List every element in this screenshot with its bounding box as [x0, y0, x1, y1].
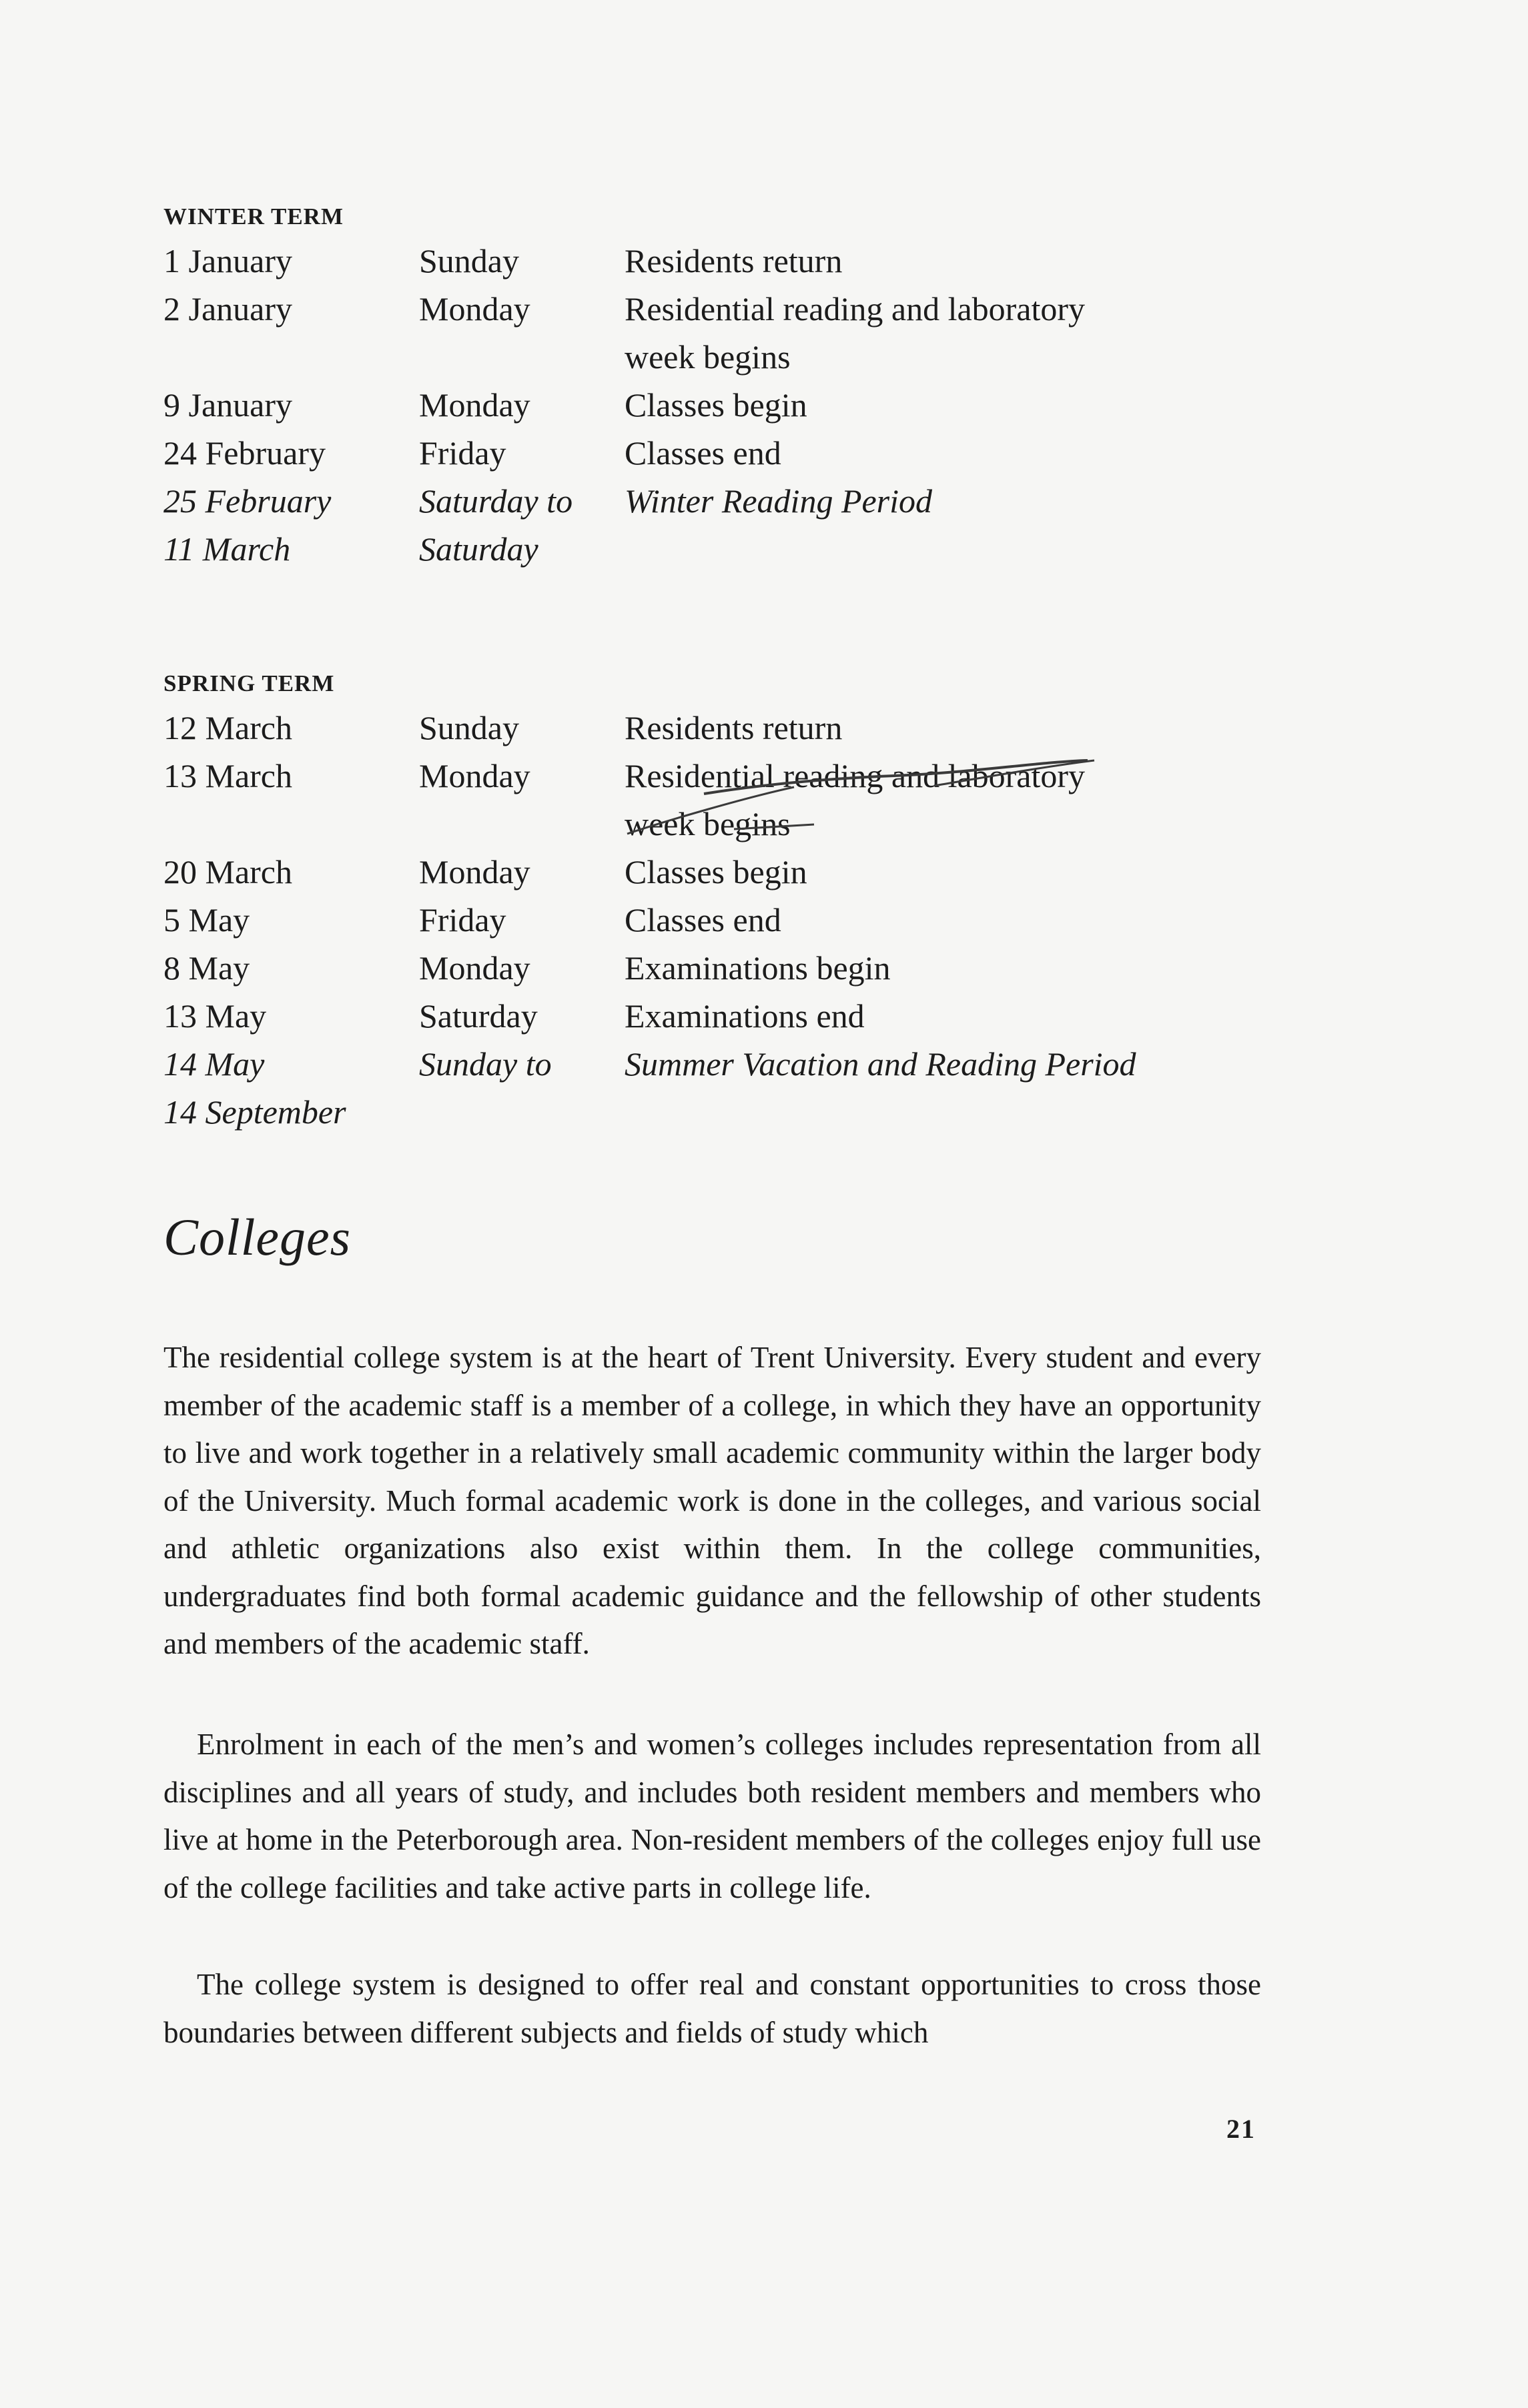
schedule-date: 12 March — [163, 709, 292, 746]
schedule-event: Examinations begin — [625, 949, 891, 987]
schedule-day: Monday — [419, 949, 530, 987]
schedule-date: 11 March — [163, 530, 291, 568]
schedule-event: Classes begin — [625, 853, 807, 890]
schedule-day: Friday — [419, 901, 506, 939]
schedule-event: week begins — [625, 338, 791, 376]
schedule-event: Classes begin — [625, 386, 807, 424]
schedule-day: Saturday to — [419, 482, 573, 520]
schedule-event: Examinations end — [625, 997, 865, 1035]
schedule-date: 5 May — [163, 901, 250, 939]
schedule-day: Monday — [419, 757, 530, 794]
schedule-day: Sunday — [419, 709, 519, 746]
schedule-event: Classes end — [625, 434, 781, 472]
schedule-day: Monday — [419, 386, 530, 424]
schedule-date: 13 March — [163, 757, 292, 794]
schedule-event: Residential reading and laboratory — [625, 757, 1086, 794]
spring-term-heading: SPRING TERM — [163, 670, 335, 696]
schedule-date: 14 September — [163, 1093, 346, 1131]
schedule-event: week begins — [625, 805, 791, 842]
schedule-event: Residents return — [625, 242, 843, 279]
schedule-event: Winter Reading Period — [625, 482, 933, 520]
schedule-day: Sunday — [419, 242, 519, 279]
schedule-date: 8 May — [163, 949, 250, 987]
winter-term-heading: WINTER TERM — [163, 203, 344, 229]
schedule-date: 20 March — [163, 853, 292, 890]
schedule-date: 2 January — [163, 290, 292, 328]
schedule-day: Sunday to — [419, 1045, 552, 1083]
schedule-event: Summer Vacation and Reading Period — [625, 1045, 1136, 1083]
schedule-day: Monday — [419, 853, 530, 890]
schedule-date: 13 May — [163, 997, 267, 1035]
schedule-date: 9 January — [163, 386, 292, 424]
schedule-date: 14 May — [163, 1045, 265, 1083]
schedule-day: Saturday — [419, 530, 538, 568]
schedule-day: Friday — [419, 434, 506, 472]
paragraph-3: The college system is designed to offer real and constant opportunities to cross those boundaries between different subjects and fields of study which — [163, 1968, 1261, 2049]
schedule-day: Monday — [419, 290, 530, 328]
schedule-date: 1 January — [163, 242, 292, 279]
paragraph-1: The residential college system is at the heart of Trent University. Every student and every member of the academic staff is a member of a college, in which they have an opportunity to live and work together in a relatively small academic community within the larger body of the University. Much formal academic work is done in the colleges, and various social and athletic organizations also exist within them. In the college communities, undergraduates find both formal academic guidance and the fellowship of other students and members of the academic staff. — [163, 1341, 1261, 1660]
paragraph-2: Enrolment in each of the men’s and women’s colleges includes representation from all disciplines and all years of study, and includes both resident members and members who live at home in the Peterborough area. Non-resident members of the colleges enjoy full use of the college facilities and take active parts in college life. — [163, 1728, 1261, 1904]
schedule-event: Residents return — [625, 709, 843, 746]
schedule-event: Residential reading and laboratory — [625, 290, 1086, 328]
section-title: Colleges — [163, 1208, 351, 1266]
schedule-date: 25 February — [163, 482, 332, 520]
schedule-day: Saturday — [419, 997, 538, 1035]
schedule-event: Classes end — [625, 901, 781, 939]
page-number: 21 — [1226, 2114, 1256, 2144]
schedule-date: 24 February — [163, 434, 326, 472]
